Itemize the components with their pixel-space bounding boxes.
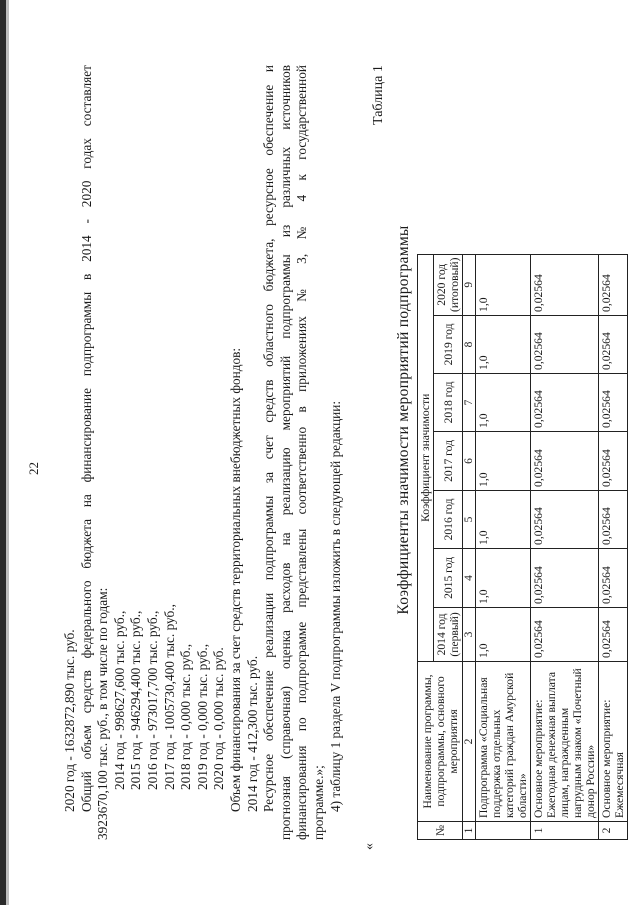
paragraph: 2017 год - 1005730,400 тыс. руб.,	[161, 604, 177, 790]
row-value: 0,02564	[531, 315, 599, 373]
row-value: 1,0	[476, 490, 531, 548]
row-value: 0,02564	[531, 607, 599, 661]
row-value: 0,02564	[531, 548, 599, 607]
col-number: 4	[463, 548, 476, 607]
row-value: 0,02564	[599, 373, 628, 431]
row-value: 0,02564	[531, 373, 599, 431]
column-numbers-row	[463, 254, 476, 839]
header-year: 2019 год	[434, 315, 463, 373]
body-text	[62, 65, 344, 840]
row-value: 0,02564	[531, 490, 599, 548]
coefficients-table	[417, 254, 628, 840]
header-year: 2016 год	[434, 490, 463, 548]
table-title: Коэффициенты значимости мероприятий подпрограммы	[395, 225, 412, 615]
col-number: 6	[463, 431, 476, 490]
page-number: 22	[26, 462, 41, 475]
header-year: 2015 год	[434, 548, 463, 607]
paragraph: 2015 год - 946294,400 тыс. руб.,	[128, 610, 144, 790]
table-label: Таблица 1	[371, 65, 386, 125]
paragraph: 2019 год - 0,000 тыс. руб.,	[194, 643, 210, 790]
paragraph: программе.»;	[310, 765, 326, 840]
paragraph: 2016 год - 973017,700 тыс. руб.,	[144, 610, 160, 790]
header-year: 2014 год (первый)	[434, 607, 463, 661]
paragraph: прогнозная (справочная) оценка расходов на реализацию мероприятий подпрограммы из различных источников	[277, 65, 293, 840]
row-value: 0,02564	[599, 490, 628, 548]
header-year: 2017 год	[434, 431, 463, 490]
col-number: 7	[463, 373, 476, 431]
row-value: 1,0	[476, 548, 531, 607]
row-value: 1,0	[476, 254, 531, 315]
col-number: 1	[463, 821, 476, 839]
quote-mark: «	[362, 843, 377, 850]
row-value: 1,0	[476, 315, 531, 373]
paragraph: финансирования по подпрограмме представлены соответственно в приложениях № 3, № 4 к государственной	[294, 65, 310, 840]
header-name: Наименование программы, подпрограммы, основного мероприятия	[418, 661, 463, 821]
rotated-page	[20, 40, 626, 895]
header-num: №	[418, 821, 463, 839]
paragraph: Ресурсное обеспечение реализации подпрограммы за счет средств областного бюджета, ресурсное обеспечение и	[261, 65, 277, 812]
col-number: 5	[463, 490, 476, 548]
table-row	[599, 254, 628, 839]
row-value: 1,0	[476, 607, 531, 661]
table-row	[531, 254, 599, 839]
row-name: Основное мероприятие: Ежемесячная	[599, 661, 628, 821]
row-num: 1	[531, 821, 599, 839]
col-number: 8	[463, 315, 476, 373]
row-value: 1,0	[476, 373, 531, 431]
row-value: 0,02564	[531, 254, 599, 315]
paragraph: 2020 год - 1632872,890 тыс. руб.	[62, 629, 77, 812]
row-value: 1,0	[476, 431, 531, 490]
row-value: 0,02564	[531, 431, 599, 490]
row-value: 0,02564	[599, 254, 628, 315]
col-number: 9	[463, 254, 476, 315]
paragraph: 2014 год - 412,300 тыс. руб.	[244, 655, 260, 812]
header-year: 2020 год (итоговый)	[434, 254, 463, 315]
scan-edge-shadow	[6, 0, 9, 905]
row-value: 0,02564	[599, 315, 628, 373]
row-num	[476, 821, 531, 839]
row-name: Подпрограмма «Социальная поддержка отдельных категорий граждан Амурской области»	[476, 661, 531, 821]
paragraph: Общий объем средств федерального бюджета на финансирование подпрограммы в 2014 - 2020 годах составляет	[78, 65, 94, 812]
paragraph: 3923670,100 тыс. руб., в том числе по годам:	[95, 587, 111, 840]
col-number: 2	[463, 661, 476, 821]
header-year: 2018 год	[434, 373, 463, 431]
row-value: 0,02564	[599, 431, 628, 490]
paragraph: 2018 год - 0,000 тыс. руб.,	[178, 643, 194, 790]
paragraph: 2014 год - 998627,600 тыс. руб.,	[111, 610, 127, 790]
paragraph: 4) таблицу 1 раздела V подпрограммы изложить в следующей редакции:	[327, 400, 343, 812]
col-number: 3	[463, 607, 476, 661]
row-name: Основное мероприятие: Ежегодная денежная выплата лицам, награжденным нагрудным знаком «Почетный донор России»	[531, 661, 599, 821]
paragraph: 2020 год - 0,000 тыс. руб.	[211, 647, 227, 790]
table-row	[476, 254, 531, 839]
row-value: 0,02564	[599, 548, 628, 607]
header-group: Коэффициент значимости	[418, 254, 434, 661]
paragraph: Объем финансирования за счет средств территориальных внебюджетных фондов:	[227, 347, 243, 812]
row-value: 0,02564	[599, 607, 628, 661]
row-num: 2	[599, 821, 628, 839]
table-header-row	[418, 254, 434, 839]
